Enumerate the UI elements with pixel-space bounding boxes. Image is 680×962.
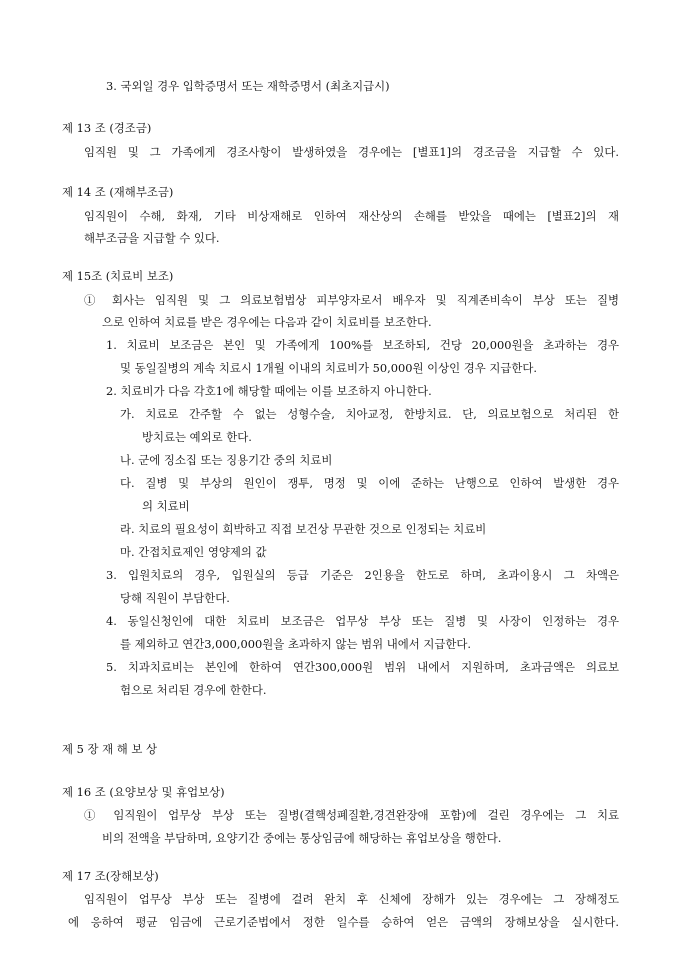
article-15-item2-na: 나. 군에 징소집 또는 징용기간 중의 치료비 <box>120 453 333 467</box>
article-13-heading: 제 13 조 (경조금) <box>62 121 152 135</box>
article-15-item2-ra: 라. 치료의 필요성이 희박하고 직접 보건상 무관한 것으로 인정되는 치료비 <box>120 522 487 536</box>
article-15-clause1-line2: 으로 인하여 치료를 받은 경우에는 다음과 같이 치료비를 보조한다. <box>102 315 432 329</box>
sec12-item3: 3. 국외일 경우 입학증명서 또는 재학증명서 (최초지급시) <box>106 79 390 93</box>
article-16-heading: 제 16 조 (요양보상 및 휴업보상) <box>62 785 225 799</box>
article-15-item1-line1: 1. 치료비 보조금은 본인 및 가족에게 100%를 보조하되, 건당 20,000원을 초과하는 경우 <box>106 338 619 352</box>
article-15-item2-ma: 마. 간접치료제인 영양제의 값 <box>120 545 267 559</box>
article-15-heading: 제 15조 (치료비 보조) <box>62 269 174 283</box>
article-16-clause1-line1: ① 임직원이 업무상 부상 또는 질병(결핵성폐질환,경견완장애 포함)에 걸린 경우에는 그 치료 <box>84 808 619 822</box>
article-15-item5-line1: 5. 치과치료비는 본인에 한하여 연간300,000원 범위 내에서 지원하며, 초과금액은 의료보 <box>106 660 619 674</box>
article-14-body-line1: 임직원이 수해, 화재, 기타 비상재해로 인하여 재산상의 손해를 받았을 때에는 [별표2]의 재 <box>84 209 619 223</box>
article-16-clause1-line2: 비의 전액을 부담하며, 요양기간 중에는 통상임금에 해당하는 휴업보상을 행한다. <box>102 831 502 845</box>
article-15-item4-line2: 를 제외하고 연간3,000,000원을 초과하지 않는 범위 내에서 지급한다. <box>120 637 472 651</box>
article-15-item2-da-line1: 다. 질병 및 부상의 원인이 쟁투, 명정 및 이에 준하는 난행으로 인하여 발생한 경우 <box>120 476 619 490</box>
article-15-item2-ga-line1: 가. 치료로 간주할 수 없는 성형수술, 치아교정, 한방치료. 단, 의료보험으로 처리된 한 <box>120 407 619 421</box>
article-15-item2-da-line2: 의 치료비 <box>142 499 190 513</box>
article-15-item3-line1: 3. 입원치료의 경우, 입원실의 등급 기준은 2인용을 한도로 하며, 초과이용시 그 차액은 <box>106 568 619 582</box>
article-13-body: 임직원 및 그 가족에게 경조사항이 발생하였을 경우에는 [별표1]의 경조금을 지급할 수 있다. <box>84 145 619 159</box>
article-17-heading: 제 17 조(장해보상) <box>62 869 159 883</box>
article-15-item4-line1: 4. 동일신청인에 대한 치료비 보조금은 업무상 부상 또는 질병 및 사장이 인정하는 경우 <box>106 614 619 628</box>
article-15-item2-ga-line2: 방치료는 예외로 한다. <box>142 430 252 444</box>
article-17-body-line2: 에 응하여 평균 임금에 근로기준법에서 정한 일수를 승하여 얻은 금액의 장해보상을 실시한다. <box>68 915 619 929</box>
article-17-body-line1: 임직원이 업무상 부상 또는 질병에 걸려 완치 후 신체에 장해가 있는 경우에는 그 장해정도 <box>84 892 619 906</box>
article-15-clause1-line1: ① 회사는 임직원 및 그 의료보험법상 피부양자로서 배우자 및 직계존비속이 부상 또는 질병 <box>84 293 619 307</box>
article-15-item1-line2: 및 동일질병의 계속 치료시 1개월 이내의 치료비가 50,000원 이상인 경우 지급한다. <box>120 361 538 375</box>
article-15-item5-line2: 험으로 처리된 경우에 한한다. <box>120 683 267 697</box>
article-14-body-line2: 해부조금을 지급할 수 있다. <box>84 231 220 245</box>
article-15-item2: 2. 치료비가 다음 각호1에 해당할 때에는 이를 보조하지 아니한다. <box>106 384 432 398</box>
article-15-item3-line2: 당해 직원이 부담한다. <box>120 591 230 605</box>
article-14-heading: 제 14 조 (재해부조금) <box>62 185 174 199</box>
chapter-5-heading: 제 5 장 재 해 보 상 <box>62 742 157 756</box>
